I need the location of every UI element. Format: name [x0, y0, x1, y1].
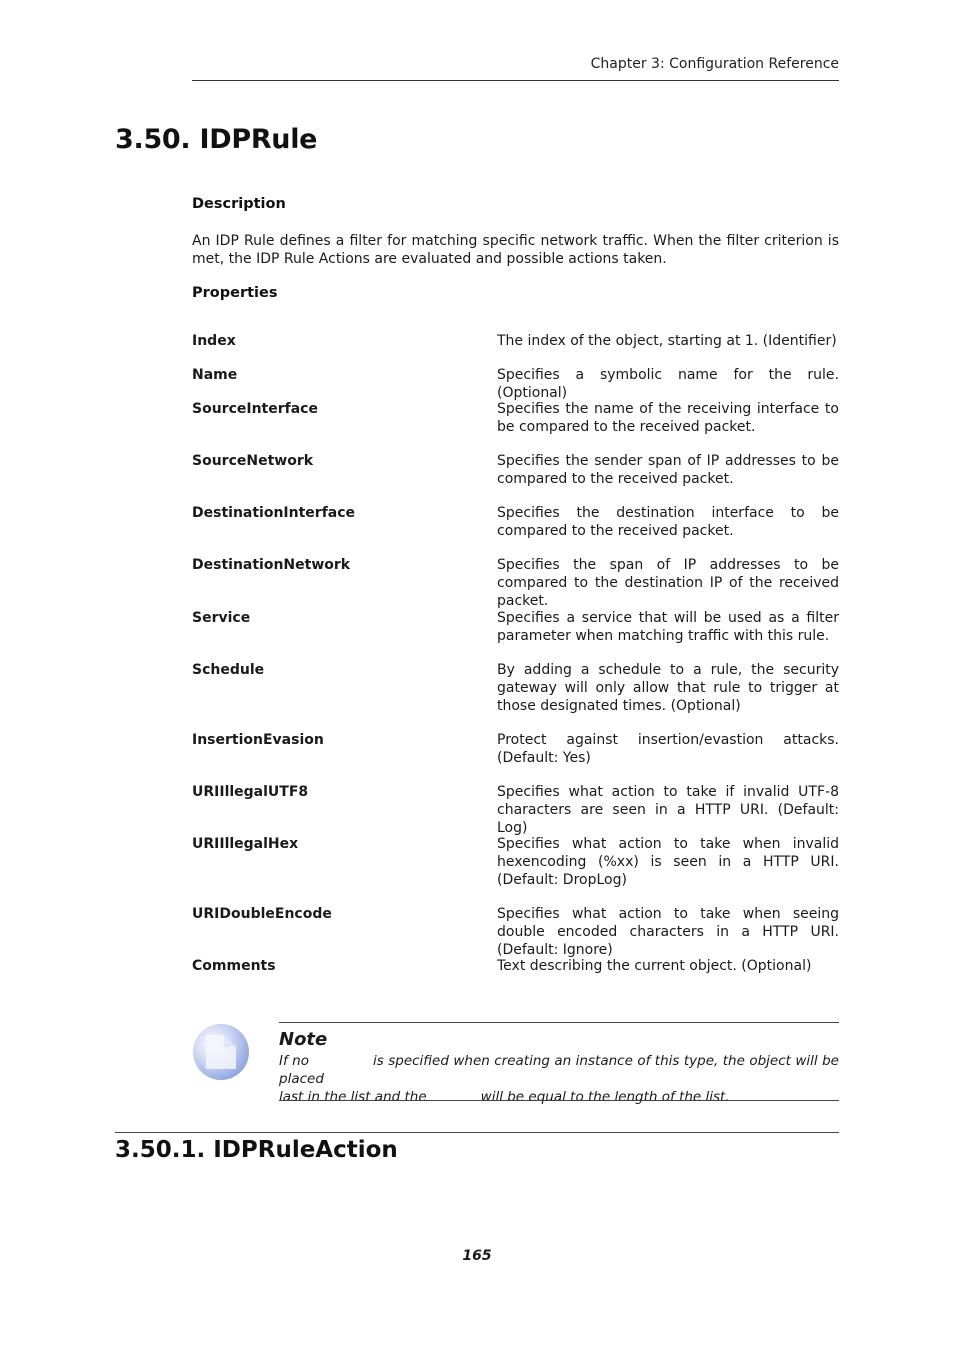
- property-description: Specifies a symbolic name for the rule. (Optional): [497, 367, 839, 401]
- properties-heading: Properties: [192, 285, 278, 301]
- property-description: The index of the object, starting at 1. (Identifier): [497, 333, 837, 349]
- description-heading: Description: [192, 196, 286, 212]
- property-name: SourceNetwork: [192, 453, 314, 469]
- property-name: SourceInterface: [192, 401, 318, 417]
- property-description: Specifies what action to take if invalid UTF-8 characters are seen in a HTTP URI. (Default: Log): [497, 784, 839, 836]
- property-description: Protect against insertion/evastion attacks. (Default: Yes): [497, 732, 839, 766]
- property-description: By adding a schedule to a rule, the security gateway will only allow that rule to trigger at those designated times. (Optional): [497, 662, 839, 714]
- property-description: Text describing the current object. (Optional): [497, 958, 812, 974]
- note-text: is specified when creating an instance of this type, the object will be placed: [279, 1053, 839, 1087]
- note-top-divider: [279, 1022, 839, 1023]
- property-description: Specifies a service that will be used as a filter parameter when matching traffic with this rule.: [497, 610, 839, 644]
- note-icon: [192, 1023, 250, 1081]
- property-description: Specifies the destination interface to be compared to the received packet.: [497, 505, 839, 539]
- property-description: Specifies the sender span of IP addresses to be compared to the received packet.: [497, 453, 839, 487]
- property-description: Specifies what action to take when seeing double encoded characters in a HTTP URI. (Default: Ignore): [497, 906, 839, 958]
- property-name: URIIllegalHex: [192, 836, 299, 852]
- property-name: Index: [192, 333, 236, 349]
- property-name: Service: [192, 610, 251, 626]
- property-name: DestinationNetwork: [192, 557, 351, 573]
- property-description: Specifies what action to take when invalid hexencoding (%xx) is seen in a HTTP URI. (Default: DropLog): [497, 836, 839, 888]
- property-name: Schedule: [192, 662, 265, 678]
- property-name: Comments: [192, 958, 276, 974]
- property-name: InsertionEvasion: [192, 732, 324, 748]
- section-title: 3.50. IDPRule: [115, 124, 318, 155]
- note-bottom-divider: [279, 1100, 839, 1101]
- property-description: Specifies the name of the receiving interface to be compared to the received packet.: [497, 401, 839, 435]
- running-header: Chapter 3: Configuration Reference: [590, 56, 839, 72]
- note-title: Note: [279, 1029, 328, 1050]
- property-name: URIDoubleEncode: [192, 906, 332, 922]
- page-number: 165: [462, 1248, 492, 1264]
- note-text: If no: [279, 1053, 309, 1069]
- note-text: will be equal to the length of the list.: [480, 1089, 730, 1105]
- property-description: Specifies the span of IP addresses to be compared to the destination IP of the received packet.: [497, 557, 839, 609]
- note-text: last in the list and the: [279, 1089, 427, 1105]
- property-name: DestinationInterface: [192, 505, 356, 521]
- property-name: URIIllegalUTF8: [192, 784, 309, 800]
- description-text: An IDP Rule defines a filter for matching specific network traffic. When the filter criterion is met, the IDP Rule Actions are evaluated and possible actions taken.: [192, 233, 839, 267]
- property-name: Name: [192, 367, 238, 383]
- note-body: [279, 1052, 839, 1106]
- header-divider: [192, 80, 839, 81]
- subsection-title: 3.50.1. IDPRuleAction: [115, 1137, 398, 1163]
- subsection-divider: [115, 1132, 839, 1133]
